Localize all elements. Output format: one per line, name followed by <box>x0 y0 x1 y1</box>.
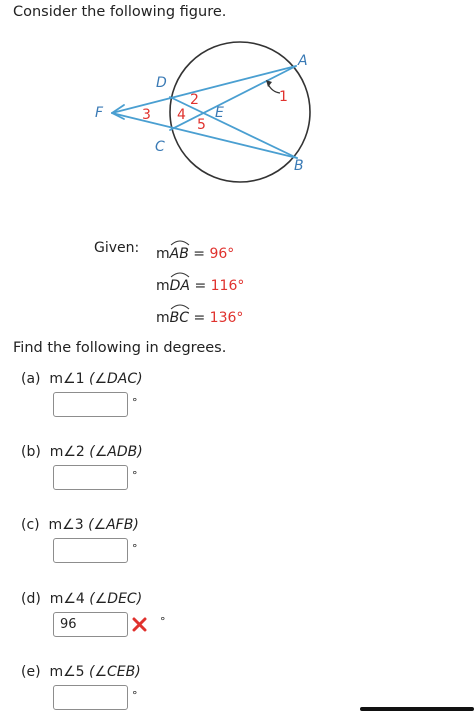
intro-text: Consider the following figure. <box>13 4 227 20</box>
part-e-label <box>21 664 141 680</box>
measure-prefix: m <box>156 278 170 294</box>
given-arc-bc <box>156 310 243 326</box>
measure-prefix: m <box>156 246 170 262</box>
secant-fa <box>112 66 296 113</box>
part-letter: (c) <box>21 517 40 533</box>
arc-symbol-icon <box>170 303 190 310</box>
find-instruction: Find the following in degrees. <box>13 340 227 356</box>
part-d-label <box>21 591 142 607</box>
part-angle: (∠ADB) <box>89 444 143 460</box>
arc-symbol-icon <box>170 271 190 278</box>
arc-name: BC <box>169 310 190 326</box>
answer-input-b[interactable] <box>53 465 128 490</box>
part-c-label <box>21 517 139 533</box>
label-b: B <box>294 158 304 174</box>
geometry-figure <box>0 0 474 200</box>
part-letter: (d) <box>21 591 41 607</box>
measure-prefix: m <box>156 310 170 326</box>
equals-sign: = <box>189 310 210 326</box>
part-measure: m∠1 <box>49 371 85 387</box>
part-letter: (b) <box>21 444 41 460</box>
degree-symbol: ° <box>132 689 138 702</box>
arc-name: AB <box>169 246 189 262</box>
scrollbar[interactable] <box>360 707 474 711</box>
part-angle: (∠CEB) <box>89 664 141 680</box>
arc-name: DA <box>169 278 190 294</box>
degree-symbol: ° <box>132 469 138 482</box>
part-angle: (∠AFB) <box>88 517 139 533</box>
part-b-label <box>21 444 143 460</box>
part-angle: (∠DEC) <box>89 591 143 607</box>
label-c: C <box>155 139 165 155</box>
circle <box>170 42 310 182</box>
given-label: Given: <box>94 240 140 256</box>
part-measure: m∠4 <box>49 591 85 607</box>
angle-label-3: 3 <box>142 107 151 123</box>
answer-input-a[interactable] <box>53 392 128 417</box>
part-angle: (∠DAC) <box>88 371 143 387</box>
answer-input-e[interactable] <box>53 685 128 710</box>
angle-label-4: 4 <box>177 107 186 123</box>
part-measure: m∠5 <box>49 664 85 680</box>
equals-sign: = <box>188 246 210 262</box>
equals-sign: = <box>190 278 211 294</box>
arc-value: 136° <box>209 310 244 326</box>
angle-label-5: 5 <box>197 117 206 133</box>
angle-label-2: 2 <box>190 92 199 108</box>
degree-symbol: ° <box>160 615 166 628</box>
given-arc-da <box>156 278 244 294</box>
part-measure: m∠3 <box>48 517 84 533</box>
label-d: D <box>156 75 167 91</box>
arc-value: 96° <box>209 246 235 262</box>
answer-input-d[interactable] <box>53 612 128 637</box>
angle-label-1: 1 <box>279 89 288 105</box>
label-e: E <box>215 105 224 121</box>
label-a: A <box>298 53 308 69</box>
arc-value: 116° <box>210 278 245 294</box>
incorrect-x-icon <box>132 617 147 632</box>
degree-symbol: ° <box>132 396 138 409</box>
part-a-label <box>21 371 143 387</box>
given-arc-ab <box>156 246 234 262</box>
part-letter: (a) <box>21 371 41 387</box>
chord-ca <box>170 66 296 130</box>
label-f: F <box>95 105 104 121</box>
arc-symbol-icon <box>170 239 190 246</box>
degree-symbol: ° <box>132 542 138 555</box>
part-measure: m∠2 <box>49 444 85 460</box>
answer-input-c[interactable] <box>53 538 128 563</box>
part-letter: (e) <box>21 664 41 680</box>
